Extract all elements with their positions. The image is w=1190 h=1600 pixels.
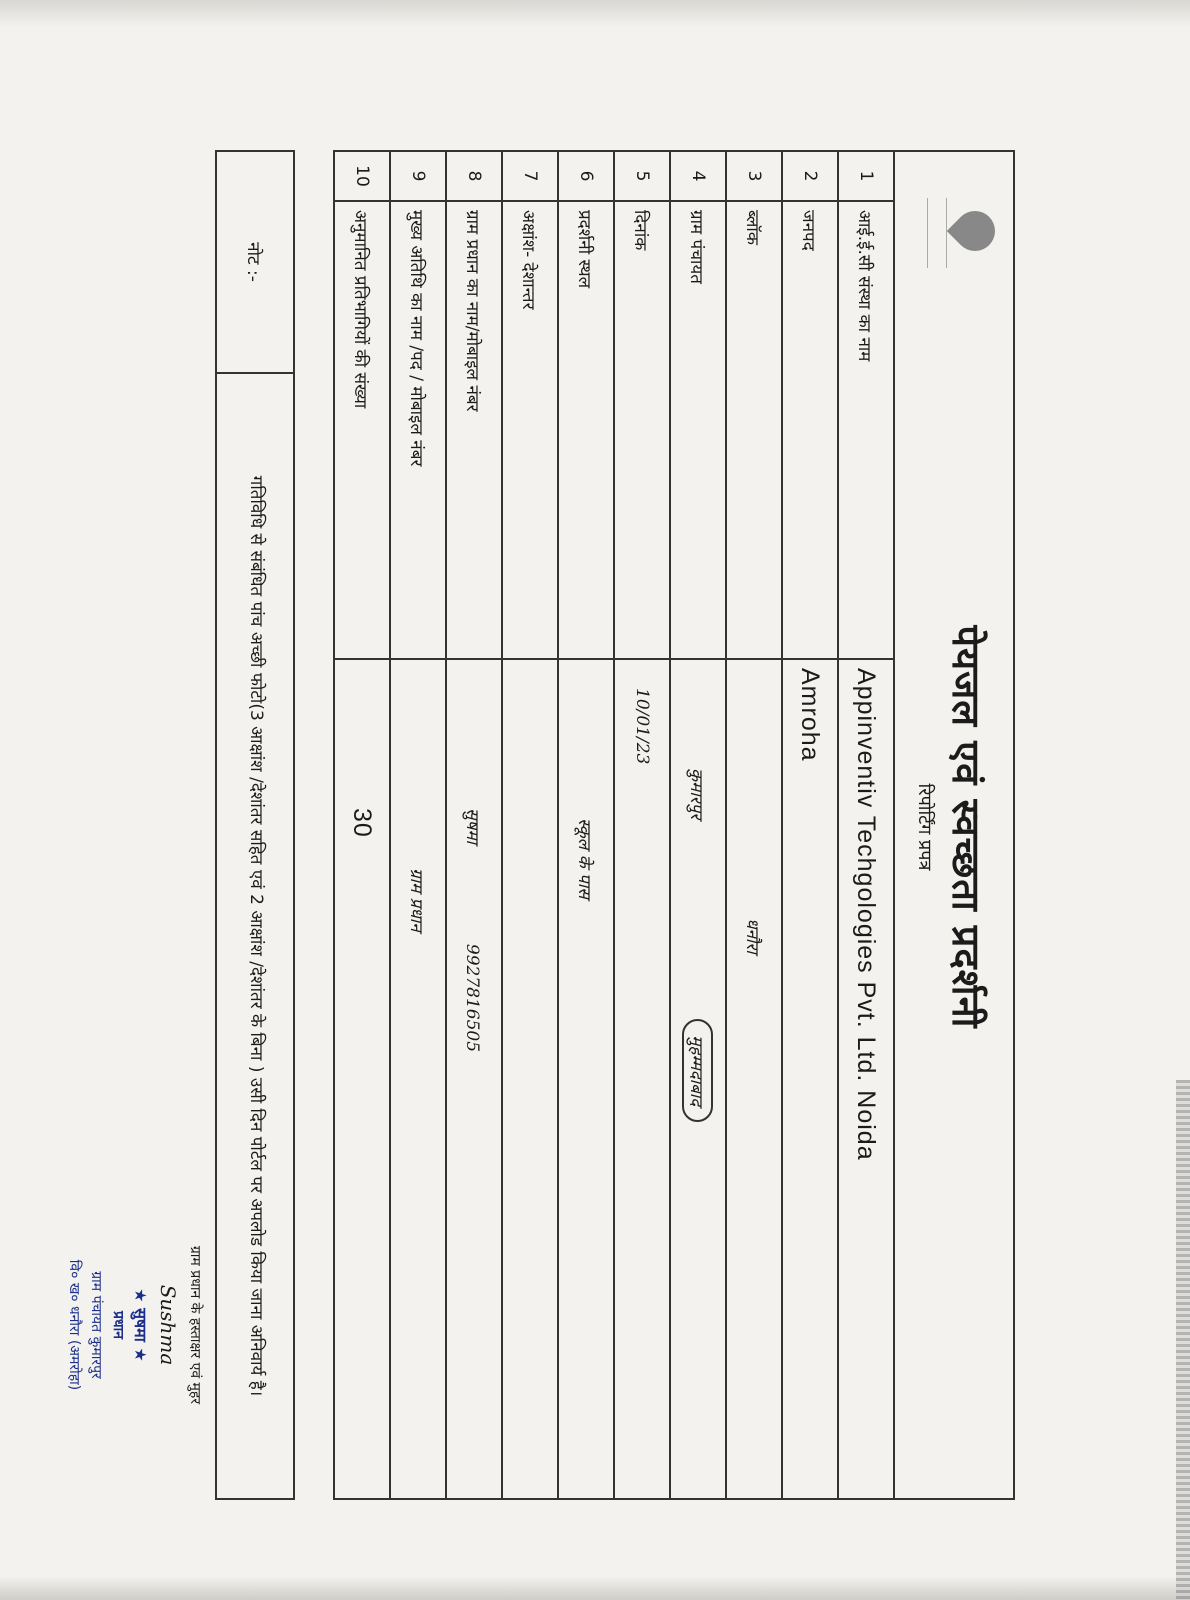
table-row [390, 151, 446, 1499]
row-value-phone: 9927816505 [462, 943, 483, 1053]
table-row [446, 151, 502, 1499]
form-title: पेयजल एवं स्वच्छता प्रदर्शनी [944, 625, 988, 1029]
note-text: गतिविधि से संबंधित पांच अच्छी फोटो(3 आक्षांश /देशांतर सहित एवं 2 आक्षांश /देशांतर के बिना ) उसी दिन पोर्टल पर अपलोड किया जाना अनिवार्य है। [216, 373, 294, 1499]
pradhan-stamp [62, 1175, 205, 1475]
form-header [895, 150, 1015, 1500]
note-table [215, 150, 295, 1500]
row-label: दिनांक [614, 201, 670, 659]
stamp-role: प्रधान [109, 1311, 126, 1339]
row-number: 3 [726, 151, 782, 201]
row-value: कुमारपुर [686, 768, 707, 820]
row-value: स्कूल के पास [574, 818, 595, 899]
scan-edge [0, 1576, 1190, 1600]
table-row [726, 151, 782, 1499]
note-label: नोट :- [216, 151, 294, 373]
table-row [614, 151, 670, 1499]
row-label: अक्षांश- देशान्तर [502, 201, 558, 659]
table-row [782, 151, 838, 1499]
row-number: 5 [614, 151, 670, 201]
stamp-name: ★ सुषमा ★ [131, 1288, 151, 1362]
stamp-place: ग्राम पंचायत कुमारपुर [87, 1271, 104, 1379]
stamp-heading: ग्राम प्रधान के हस्ताक्षर एवं मुहर [187, 1245, 203, 1405]
row-number: 1 [838, 151, 894, 201]
row-value: 30 [348, 808, 377, 838]
scan-strip [1176, 1080, 1190, 1600]
row-label: मुख्य अतिथि का नाम /पद / मोबाइल नंबर [390, 201, 446, 659]
row-number: 2 [782, 151, 838, 201]
row-label: अनुमानित प्रतिभागियों की संख्या [334, 201, 390, 659]
row-number: 7 [502, 151, 558, 201]
row-value: Appinventiv Techgologies Pvt. Ltd. Noida [838, 659, 894, 1499]
row-number: 8 [446, 151, 502, 201]
scan-edge [0, 0, 1190, 28]
row-value: 10/01/23 [632, 688, 652, 765]
table-row [670, 151, 726, 1499]
report-form [66, 150, 1015, 1500]
stamp-district: वि० ख० धनौरा (अमरोहा) [66, 1259, 83, 1391]
signature: Sushma [156, 1284, 181, 1366]
row-value: सुषमा [462, 808, 483, 844]
row-number: 4 [670, 151, 726, 201]
table-row [502, 151, 558, 1499]
table-row [838, 151, 894, 1499]
row-number: 9 [390, 151, 446, 201]
row-label: जनपद [782, 201, 838, 659]
row-value [502, 659, 558, 1499]
row-number: 10 [334, 151, 390, 201]
row-label: ब्लॉक [726, 201, 782, 659]
row-label: ग्राम प्रधान का नाम/मोबाइल नंबर [446, 201, 502, 659]
form-subtitle: रिपोर्टिंग प्रपत्र [914, 783, 935, 871]
row-value-circled: मुहम्मदाबाद [683, 1019, 714, 1122]
table-row [558, 151, 614, 1499]
row-label: ग्राम पंचायत [670, 201, 726, 659]
row-label: प्रदर्शनी स्थल [558, 201, 614, 659]
report-table [333, 150, 895, 1500]
row-number: 6 [558, 151, 614, 201]
row-value: ग्राम प्रधान [406, 868, 427, 932]
row-value: Amroha [782, 659, 838, 1499]
row-label: आई.ई.सी संस्था का नाम [838, 201, 894, 659]
table-row [334, 151, 390, 1499]
row-value: धनौरा [742, 918, 763, 954]
